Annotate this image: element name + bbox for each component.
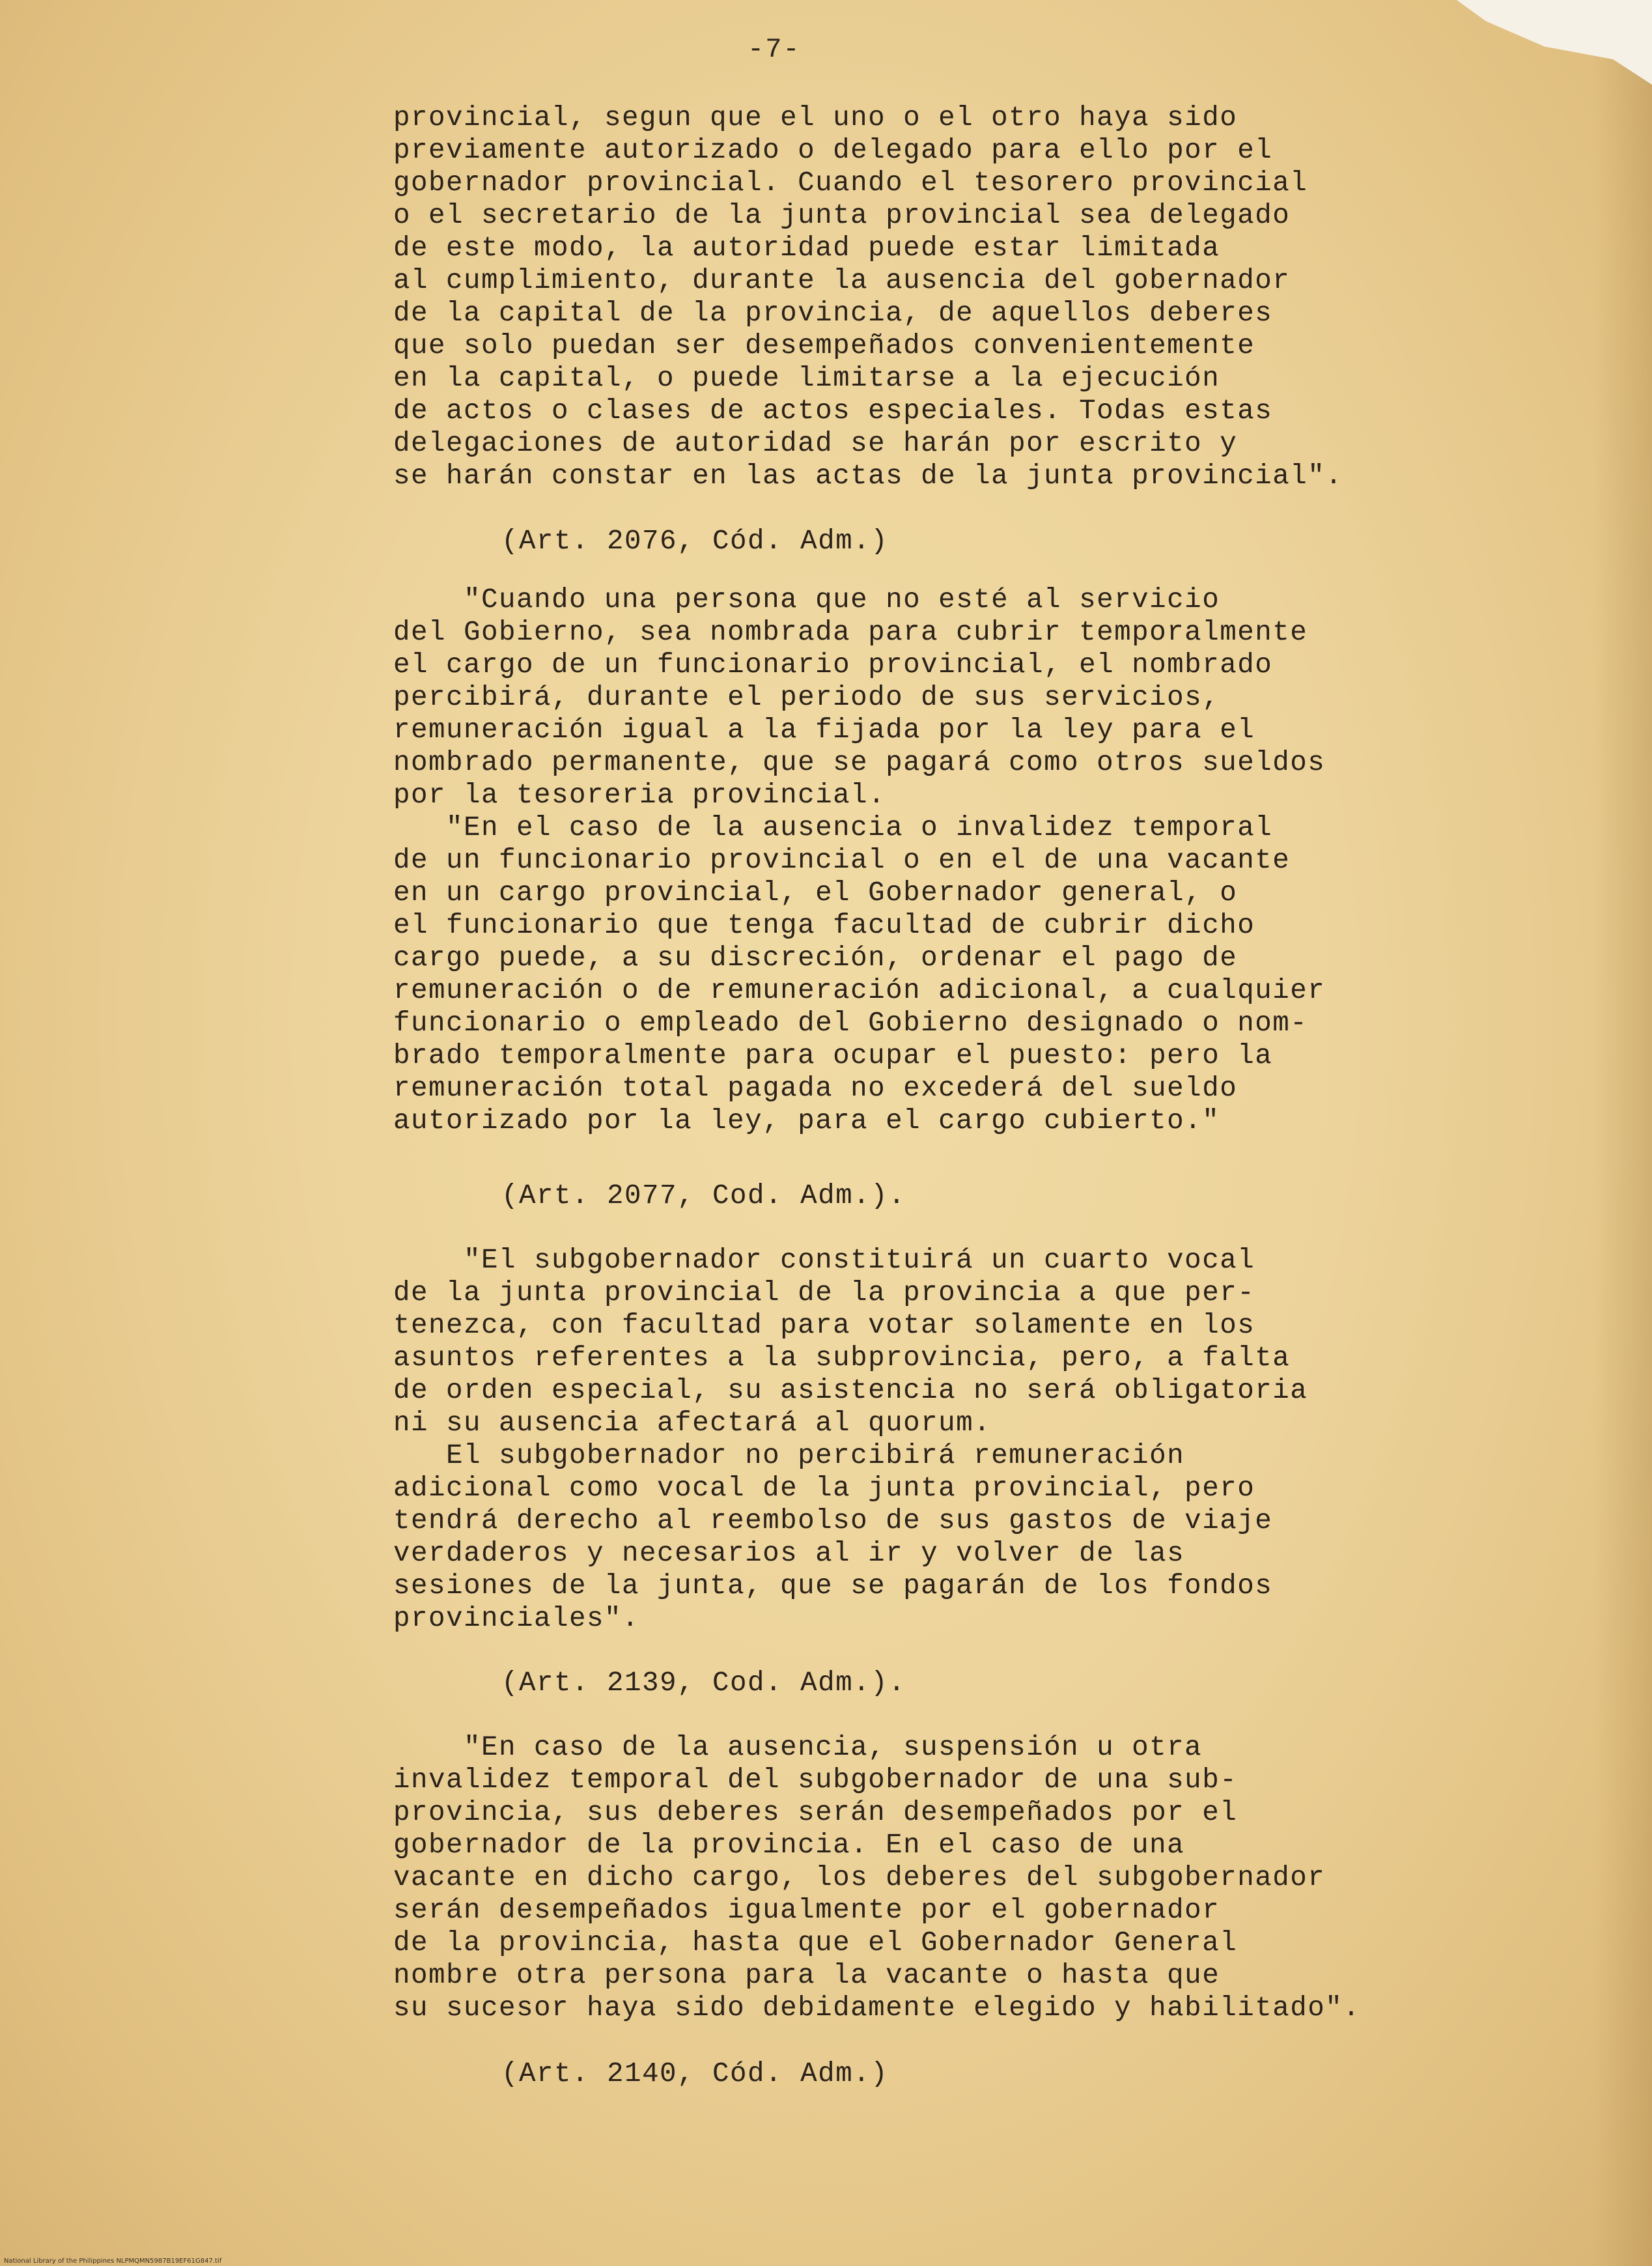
text-line: autorizado por la ley, para el cargo cubierto." xyxy=(393,1105,1220,1137)
citation-art-2076: (Art. 2076, Cód. Adm.) xyxy=(501,526,889,557)
text-line: el cargo de un funcionario provincial, el nombrado xyxy=(393,649,1273,681)
text-line: de la provincia, hasta que el Gobernador General xyxy=(393,1927,1238,1959)
text-line: de este modo, la autoridad puede estar limitada xyxy=(393,233,1220,264)
text-line: de la junta provincial de la provincia a que per- xyxy=(393,1277,1255,1309)
text-line: "El subgobernador constituirá un cuarto vocal xyxy=(393,1245,1255,1276)
text-line: cargo puede, a su discreción, ordenar el pago de xyxy=(393,942,1238,974)
text-line: tenezca, con facultad para votar solamente en los xyxy=(393,1310,1255,1341)
text-line: brado temporalmente para ocupar el puesto: pero la xyxy=(393,1040,1273,1071)
text-line: gobernador provincial. Cuando el tesorero provincial xyxy=(393,167,1308,199)
text-line: en un cargo provincial, el Gobernador general, o xyxy=(393,877,1238,909)
paragraph-3 xyxy=(393,1244,1308,1635)
text-line: se harán constar en las actas de la junta provincial". xyxy=(393,460,1343,492)
text-line: remuneración igual a la fijada por la ley para el xyxy=(393,715,1255,746)
text-line: vacante en dicho cargo, los deberes del subgobernador xyxy=(393,1862,1326,1893)
text-line: de actos o clases de actos especiales. Todas estas xyxy=(393,395,1273,427)
text-line: El subgobernador no percibirá remuneración xyxy=(393,1440,1185,1471)
page-number: -7- xyxy=(748,34,801,65)
text-line: al cumplimiento, durante la ausencia del gobernador xyxy=(393,265,1291,296)
text-line: provincia, sus deberes serán desempeñados por el xyxy=(393,1797,1238,1828)
scan-footer-label: National Library of the Philippines NLPMQMN5987B19EF61G847.tif xyxy=(4,2258,222,2265)
text-line: adicional como vocal de la junta provincial, pero xyxy=(393,1473,1255,1504)
text-line: "Cuando una persona que no esté al servicio xyxy=(393,584,1220,616)
text-line: en la capital, o puede limitarse a la ejecución xyxy=(393,363,1220,394)
citation-art-2077: (Art. 2077, Cod. Adm.). xyxy=(501,1180,906,1211)
text-line: de la capital de la provincia, de aquellos deberes xyxy=(393,298,1273,329)
text-line: gobernador de la provincia. En el caso de una xyxy=(393,1830,1185,1861)
paragraph-2 xyxy=(393,584,1325,1137)
citation-art-2139: (Art. 2139, Cod. Adm.). xyxy=(501,1667,906,1699)
text-line: o el secretario de la junta provincial sea delegado xyxy=(393,200,1291,231)
text-line: invalidez temporal del subgobernador de una sub- xyxy=(393,1764,1238,1796)
text-line: de orden especial, su asistencia no será obligatoria xyxy=(393,1375,1308,1406)
text-line: provincial, segun que el uno o el otro haya sido xyxy=(393,102,1238,134)
paragraph-1 xyxy=(393,102,1343,492)
text-line: nombrado permanente, que se pagará como otros sueldos xyxy=(393,747,1326,778)
paragraph-4 xyxy=(393,1731,1360,2024)
text-line: previamente autorizado o delegado para ello por el xyxy=(393,135,1273,166)
text-line: sesiones de la junta, que se pagarán de los fondos xyxy=(393,1570,1273,1602)
text-line: el funcionario que tenga facultad de cubrir dicho xyxy=(393,910,1255,941)
text-line: delegaciones de autoridad se harán por escrito y xyxy=(393,428,1238,459)
text-line: nombre otra persona para la vacante o hasta que xyxy=(393,1960,1220,1991)
text-line: percibirá, durante el periodo de sus servicios, xyxy=(393,682,1220,713)
text-line: funcionario o empleado del Gobierno designado o nom- xyxy=(393,1008,1308,1039)
text-line: verdaderos y necesarios al ir y volver de las xyxy=(393,1538,1185,1569)
citation-art-2140: (Art. 2140, Cód. Adm.) xyxy=(501,2058,889,2089)
text-line: provinciales". xyxy=(393,1603,640,1634)
text-line: su sucesor haya sido debidamente elegido y habilitado". xyxy=(393,1992,1361,2024)
text-line: serán desempeñados igualmente por el gobernador xyxy=(393,1895,1220,1926)
text-line: asuntos referentes a la subprovincia, pero, a falta xyxy=(393,1342,1291,1374)
text-line: "En caso de la ausencia, suspensión u otra xyxy=(393,1732,1203,1763)
text-line: remuneración o de remuneración adicional, a cualquier xyxy=(393,975,1326,1006)
text-line: "En el caso de la ausencia o invalidez temporal xyxy=(393,812,1273,843)
text-line: remuneración total pagada no excederá del sueldo xyxy=(393,1073,1238,1104)
text-line: ni su ausencia afectará al quorum. xyxy=(393,1408,992,1439)
text-line: tendrá derecho al reembolso de sus gastos de viaje xyxy=(393,1505,1273,1537)
page-edge-shadow xyxy=(1593,0,1652,2266)
text-line: de un funcionario provincial o en el de una vacante xyxy=(393,845,1291,876)
text-line: por la tesoreria provincial. xyxy=(393,780,886,811)
text-line: del Gobierno, sea nombrada para cubrir temporalmente xyxy=(393,617,1308,648)
text-line: que solo puedan ser desempeñados convenientemente xyxy=(393,330,1255,361)
